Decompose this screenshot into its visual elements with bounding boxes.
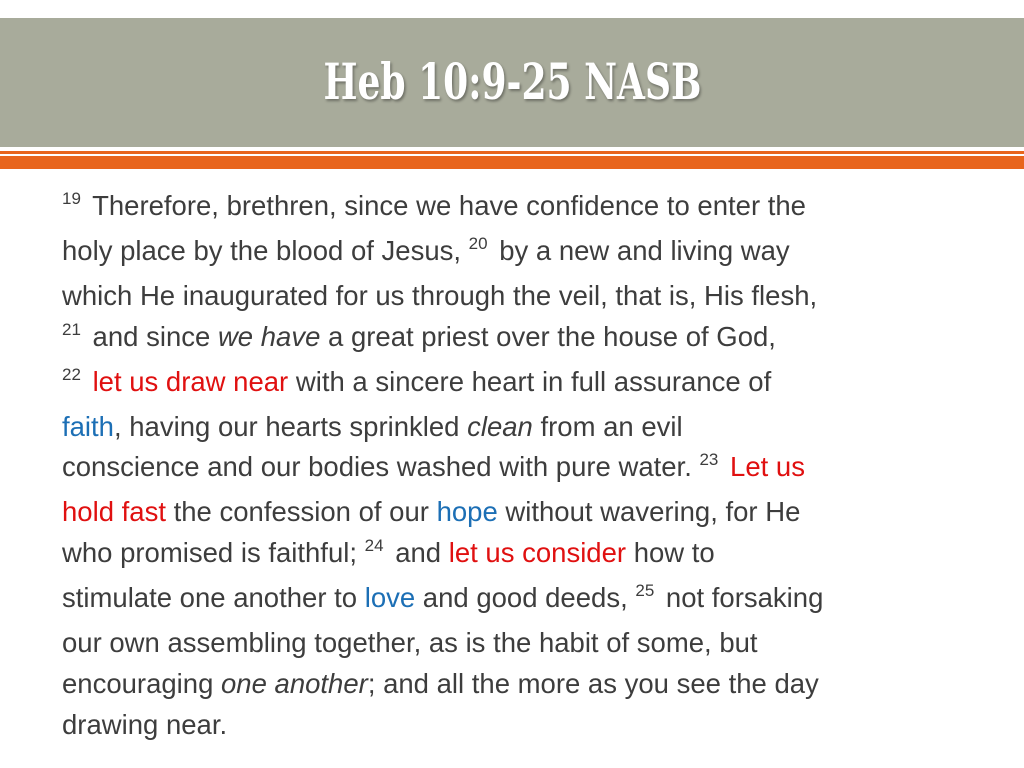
exhortation-highlight: hold fast bbox=[62, 496, 166, 528]
passage-text: by a new and living way bbox=[491, 234, 790, 266]
accent-rule-thin bbox=[0, 151, 1024, 154]
passage-text: ; and all the more as you see the day bbox=[367, 667, 819, 699]
passage-text: encouraging bbox=[62, 667, 222, 699]
passage-text: and good deeds, bbox=[415, 582, 636, 614]
passage-line bbox=[62, 533, 982, 578]
passage-text: the confession of our bbox=[165, 496, 437, 528]
italic-text: we have bbox=[217, 320, 321, 352]
passage-text: and bbox=[387, 537, 449, 569]
passage-text: who promised is faithful; bbox=[62, 537, 365, 569]
virtue-highlight: love bbox=[364, 582, 416, 614]
passage-text: and since bbox=[84, 320, 218, 352]
passage-text: how to bbox=[626, 537, 715, 569]
passage-line bbox=[62, 664, 982, 705]
passage-line bbox=[62, 578, 982, 623]
passage-line bbox=[62, 317, 982, 362]
verse-number: 20 bbox=[468, 233, 488, 253]
passage-text: conscience and our bodies washed with pure water. bbox=[62, 451, 700, 483]
passage-text: without wavering, for He bbox=[497, 496, 801, 528]
passage-line bbox=[62, 492, 982, 533]
exhortation-highlight: let us draw near bbox=[92, 365, 289, 397]
verse-number: 23 bbox=[699, 450, 719, 470]
passage-text: a great priest over the house of God, bbox=[320, 320, 776, 352]
passage-text: our own assembling together, as is the habit of some, but bbox=[62, 627, 758, 659]
virtue-highlight: hope bbox=[436, 496, 498, 528]
slide-title: Heb 10:9-25 NASB bbox=[323, 52, 701, 111]
passage-line bbox=[62, 407, 982, 448]
verse-number: 24 bbox=[364, 536, 384, 556]
passage-text: with a sincere heart in full assurance of bbox=[288, 365, 772, 397]
exhortation-highlight: Let us bbox=[730, 451, 805, 483]
accent-rule-thick bbox=[0, 156, 1024, 169]
passage-text: , having our hearts sprinkled bbox=[113, 410, 468, 442]
italic-text: clean bbox=[467, 410, 533, 442]
italic-text: one another bbox=[221, 667, 368, 699]
verse-number: 25 bbox=[635, 581, 655, 601]
passage-line bbox=[62, 231, 982, 276]
scripture-passage bbox=[62, 186, 982, 746]
passage-text: holy place by the blood of Jesus, bbox=[62, 234, 469, 266]
passage-text: stimulate one another to bbox=[62, 582, 365, 614]
passage-text: Therefore, brethren, since we have confidence to enter the bbox=[84, 190, 806, 221]
passage-text: which He inaugurated for us through the veil, that is, His flesh, bbox=[62, 279, 818, 311]
passage-text: drawing near. bbox=[62, 708, 228, 740]
passage-line bbox=[62, 276, 982, 317]
virtue-highlight: faith bbox=[62, 410, 114, 442]
passage-text: from an evil bbox=[532, 410, 683, 442]
passage-line bbox=[62, 362, 982, 407]
passage-line bbox=[62, 447, 982, 492]
exhortation-highlight: let us consider bbox=[448, 537, 627, 569]
passage-line bbox=[62, 186, 982, 231]
passage-text: not forsaking bbox=[658, 582, 824, 614]
passage-line bbox=[62, 705, 982, 746]
passage-text bbox=[722, 451, 730, 482]
passage-line bbox=[62, 623, 982, 664]
title-bar bbox=[0, 18, 1024, 147]
passage-text bbox=[85, 366, 93, 397]
verse-number: 21 bbox=[62, 319, 81, 339]
verse-number: 19 bbox=[62, 189, 81, 208]
verse-number: 22 bbox=[62, 364, 81, 384]
